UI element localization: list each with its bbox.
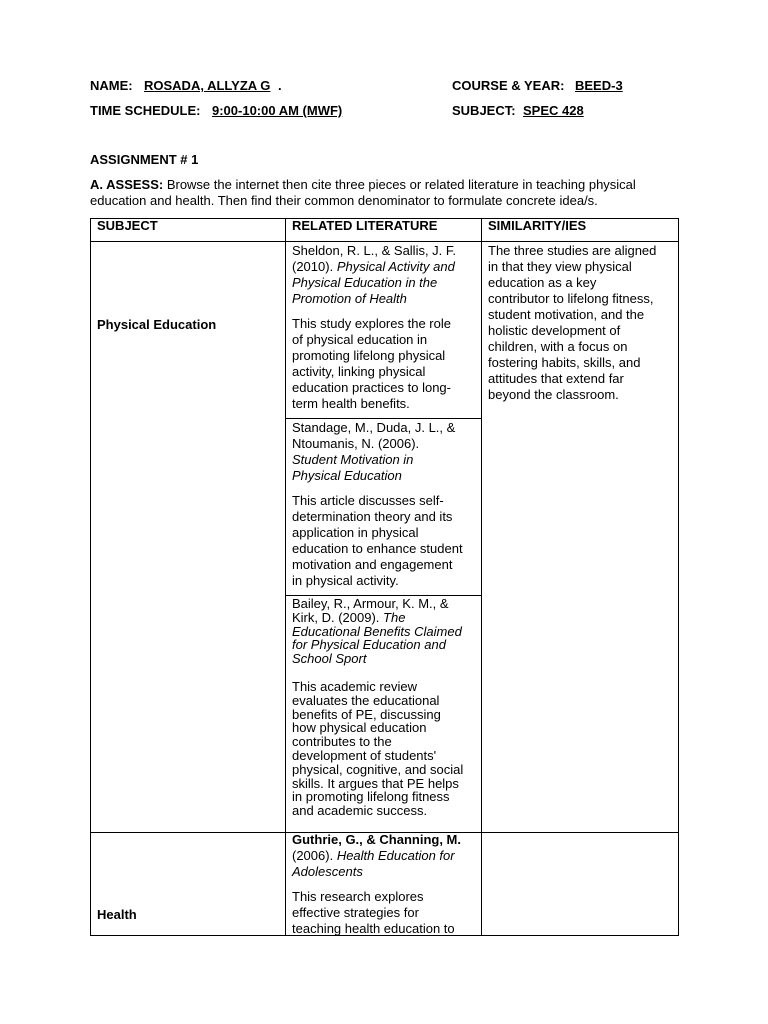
lit3-desc-line: contributes to the [292, 734, 392, 750]
lit1-desc-line: term health benefits. [292, 396, 410, 411]
lit2-desc-line: This article discusses self- [292, 493, 444, 508]
lit2-cite-2: Ntoumanis, N. (2006). [292, 436, 420, 451]
lit3-cite-1: Bailey, R., Armour, K. M., & [292, 596, 449, 611]
literature-4 [292, 832, 478, 937]
lit2-desc-line: application in physical [292, 525, 419, 540]
subject-label: SUBJECT: [452, 103, 516, 118]
subject-value: SPEC 428 [523, 103, 584, 118]
time-label: TIME SCHEDULE: [90, 103, 201, 118]
similarity-line: The three studies are aligned [488, 243, 657, 258]
lit3-desc-line: This academic review [292, 678, 417, 694]
lit4-cite-1: Guthrie, G., & Channing, M. [292, 832, 461, 847]
lit1-cite-4: Promotion of Health [292, 291, 407, 306]
lit3-desc-line: benefits of PE, discussing [292, 706, 441, 722]
assess-label: A. ASSESS: [90, 177, 164, 192]
similarity-line: contributor to lifelong fitness, [488, 291, 654, 306]
lit1-desc-line: activity, linking physical [292, 364, 426, 379]
lit3-cite-4: for Physical Education and [292, 637, 446, 653]
similarity-line: student motivation, and the [488, 307, 645, 322]
assess-text-2: education and health. Then find their common denominator to formulate concrete idea/s. [90, 193, 598, 208]
lit2-cite-4: Physical Education [292, 468, 402, 483]
lit2-cite-1: Standage, M., Duda, J. L., & [292, 420, 456, 435]
course-label: COURSE & YEAR: [452, 78, 565, 93]
similarity-line: education as a key [488, 275, 597, 290]
similarity-line: children, with a focus on [488, 339, 628, 354]
name-value: ROSADA, ALLYZA G [144, 78, 271, 93]
name-label: NAME: [90, 78, 133, 93]
lit1-desc-line: promoting lifelong physical [292, 348, 446, 363]
assignment-title: ASSIGNMENT # 1 [90, 152, 199, 167]
similarity-line: fostering habits, skills, and [488, 355, 641, 370]
similarity-line: holistic development of [488, 323, 621, 338]
lit4-cite-3: Adolescents [292, 864, 363, 879]
lit4-desc-line: effective strategies for [292, 905, 419, 920]
lit2-desc-line: education to enhance student [292, 541, 463, 556]
time-value: 9:00-10:00 AM (MWF) [212, 103, 343, 118]
lit4-cite-2: (2006). Health Education for [292, 848, 455, 863]
similarity-line: beyond the classroom. [488, 387, 619, 402]
similarity-physical-education [488, 243, 676, 403]
similarity-line: attitudes that extend far [488, 371, 624, 386]
literature-3 [292, 597, 478, 818]
column-header-related-literature: RELATED LITERATURE [292, 218, 438, 233]
similarity-line: in that they view physical [488, 259, 632, 274]
lit3-cite-2: Kirk, D. (2009). The [292, 609, 406, 625]
lit2-cite-3: Student Motivation in [292, 452, 414, 467]
literature-2 [292, 420, 478, 589]
lit3-desc-line: physical, cognitive, and social [292, 761, 464, 777]
literature-1 [292, 243, 478, 412]
lit3-desc-line: in promoting lifelong fitness [292, 789, 450, 805]
lit1-cite-1: Sheldon, R. L., & Sallis, J. F. [292, 243, 457, 258]
lit1-desc-line: education practices to long- [292, 380, 451, 395]
column-header-similarities: SIMILARITY/IES [488, 218, 587, 233]
lit1-desc-line: This study explores the role [292, 316, 451, 331]
lit3-desc-line: evaluates the educational [292, 692, 440, 708]
column-header-subject: SUBJECT [97, 218, 158, 233]
assess-text-1: Browse the internet then cite three pieces or related literature in teaching physical [163, 177, 636, 192]
subject-health: Health [97, 907, 137, 922]
lit3-desc-line: development of students' [292, 747, 437, 763]
lit3-desc-line: how physical education [292, 720, 427, 736]
course-value: BEED-3 [575, 78, 623, 93]
lit3-desc-line: and academic success. [292, 803, 428, 819]
lit3-cite-3: Educational Benefits Claimed [292, 623, 462, 639]
lit4-desc-line: teaching health education to [292, 921, 455, 936]
lit1-desc-line: of physical education in [292, 332, 428, 347]
name-suffix: . [278, 78, 282, 93]
lit1-cite-3: Physical Education in the [292, 275, 438, 290]
lit3-desc-line: skills. It argues that PE helps [292, 775, 459, 791]
subject-physical-education: Physical Education [97, 317, 217, 332]
lit2-desc-line: motivation and engagement [292, 557, 453, 572]
lit3-cite-5: School Sport [292, 651, 367, 667]
lit1-cite-2: (2010). Physical Activity and [292, 259, 455, 274]
lit2-desc-line: determination theory and its [292, 509, 453, 524]
lit4-desc-line: This research explores [292, 889, 424, 904]
lit2-desc-line: in physical activity. [292, 573, 399, 588]
assess-instructions [90, 177, 636, 209]
